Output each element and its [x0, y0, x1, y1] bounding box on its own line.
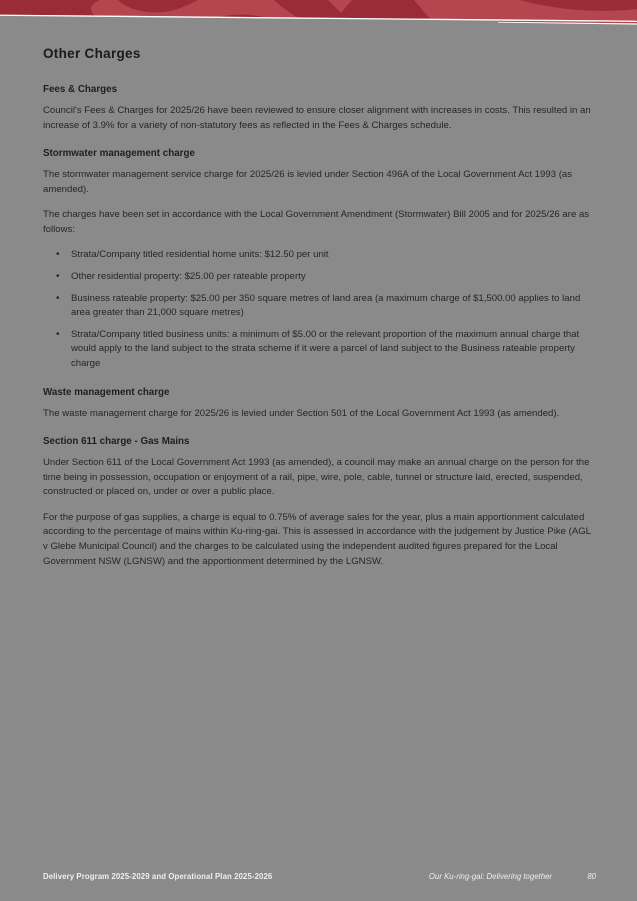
list-item-strata-residential: • Strata/Company titled residential home units: $12.50 per unit [71, 248, 596, 263]
list-item-other-residential: • Other residential property: $25.00 per rateable property [71, 270, 596, 285]
fees-charges-paragraph: Council's Fees & Charges for 2025/26 have been reviewed to ensure closer alignment with increases in costs. This resulted in an increase of 3.9% for a variety of non-statutory fees as reflected in the Fees & Charges schedule. [43, 105, 591, 131]
page-content [43, 46, 596, 580]
list-item-strata-business: • Strata/Company titled business units: a minimum of $5.00 or the relevant proportion of the maximum annual charge that would apply to the land subject to the strata scheme if it were a parcel of land subject to the Business rateable property charge [71, 328, 596, 372]
list-item-business-rateable: • Business rateable property: $25.00 per 350 square metres of land area (a maximum charge of $1,500.00 applies to land area greater than 21,000 square metres) [71, 292, 596, 321]
section-heading-section611: Section 611 charge - Gas Mains [43, 436, 190, 448]
header-banner-graphic [0, 0, 637, 26]
page-title: Other Charges [43, 46, 141, 61]
footer-tagline: Our Ku-ring-gai: Delivering together [428, 872, 552, 881]
section-heading-stormwater: Stormwater management charge [43, 148, 195, 160]
stormwater-paragraph-1: The stormwater management service charge for 2025/26 is levied under Section 496A of the Local Government Act 1993 (as amended). [43, 169, 573, 195]
stormwater-charges-list [43, 248, 596, 371]
page-footer [43, 872, 596, 881]
footer-document-title: Delivery Program 2025-2029 and Operational Plan 2025-2026 [43, 872, 273, 881]
page-number: 80 [587, 872, 596, 881]
section-heading-fees-charges: Fees & Charges [43, 84, 118, 95]
waste-paragraph: The waste management charge for 2025/26 is levied under Section 501 of the Local Government Act 1993 (as amended). [43, 407, 560, 419]
section611-paragraph-2: For the purpose of gas supplies, a charge is equal to 0.75% of average sales for the year, plus a main apportionment calculated according to the percentage of mains within Ku-ring-gai. This is assessed in accordance with the judgement by Justice Pike (AGL v Glebe Municipal Council) and the charges to be calculated using the independent audited figures prepared for the Local Government NSW (LGNSW) and the apportionment determined by the LGNSW. [43, 511, 591, 567]
stormwater-paragraph-2: The charges have been set in accordance with the Local Government Amendment (Stormwater) Bill 2005 and for 2025/26 are as follows: [43, 209, 590, 235]
section-heading-waste: Waste management charge [43, 386, 170, 398]
section611-paragraph-1: Under Section 611 of the Local Government Act 1993 (as amended), a council may make an annual charge on the person for the time being in possession, occupation or enjoyment of a rail, pipe, wire, pole, cable, tunnel or structure laid, erected, suspended, constructed or placed on, under or over a public place. [43, 457, 590, 498]
